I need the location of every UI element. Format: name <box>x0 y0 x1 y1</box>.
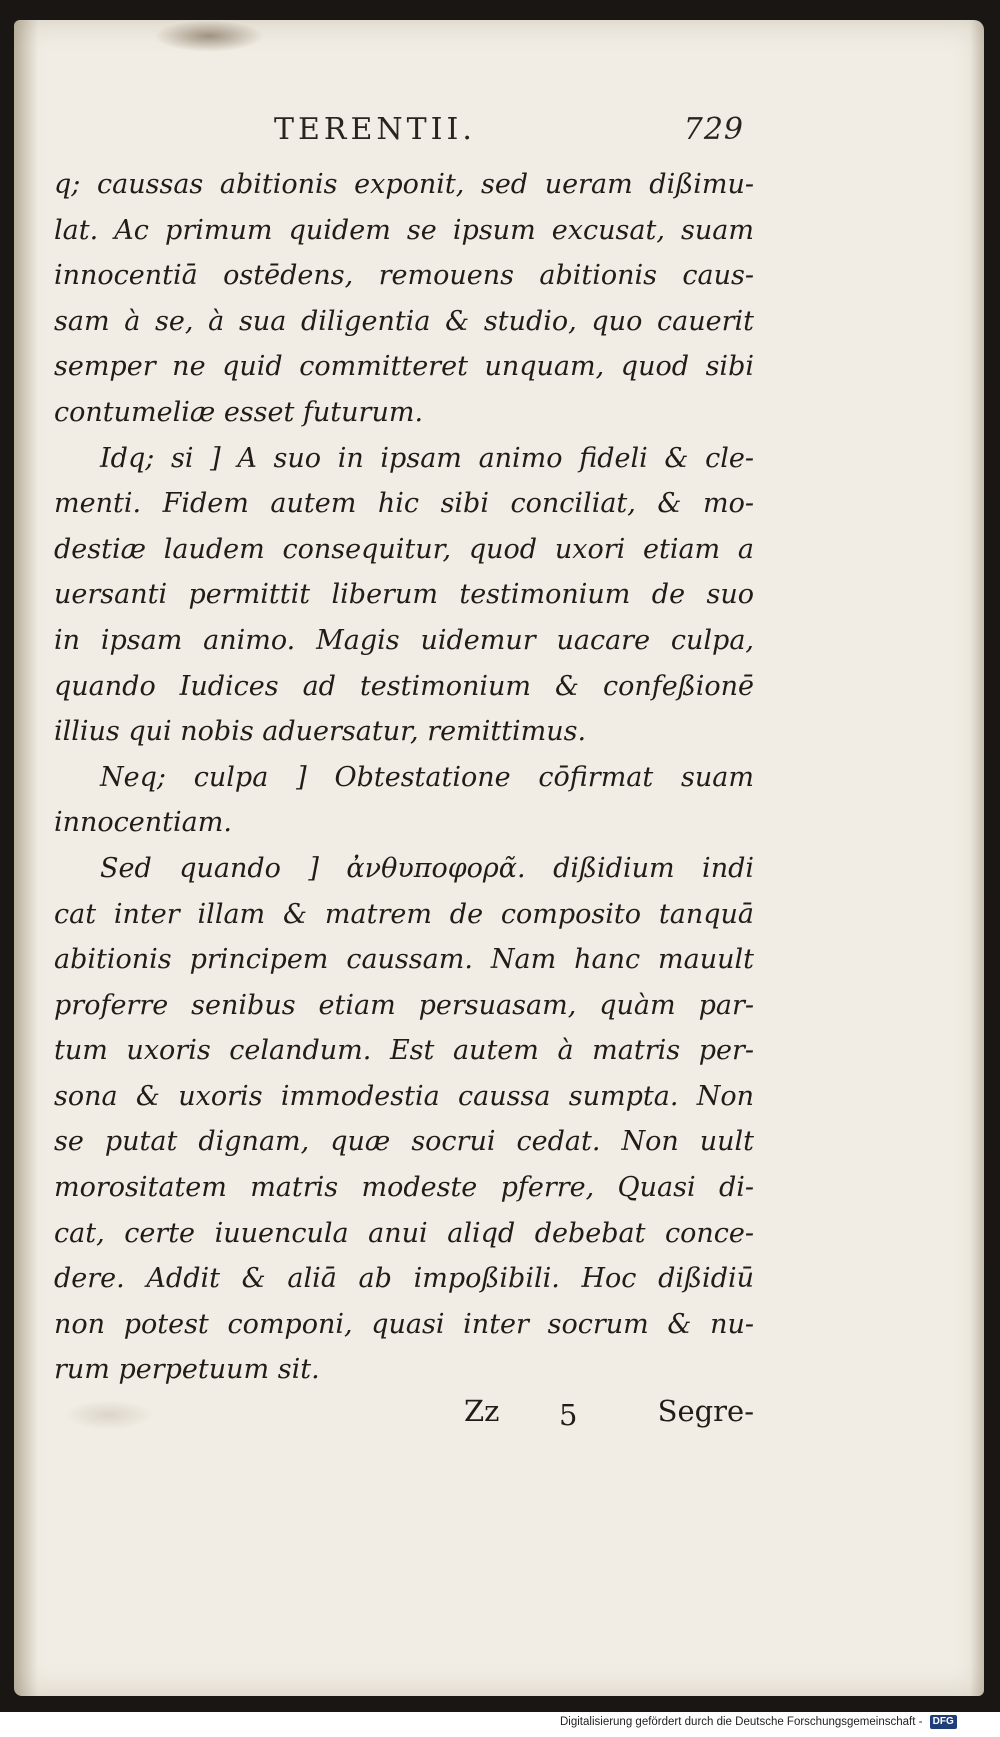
catchword: Segre- <box>657 1394 754 1428</box>
text-line: quando Iudices ad testimonium & confeßionē <box>54 670 754 702</box>
credit-text: Digitalisierung gefördert durch die Deutsche Forschungsgemeinschaft - <box>560 1716 923 1729</box>
dfg-logo: DFG <box>930 1715 957 1729</box>
lemma-line: Sed quando ] ἀνθυποφορᾶ. dißidium indi <box>100 852 754 884</box>
text-line: abitionis principem caussam. Nam hanc mauult <box>54 944 754 976</box>
lemma-line: Neq; culpa ] Obtestatione cōfirmat suam <box>100 761 754 793</box>
text-line: uersanti permittit liberum testimonium de suo <box>54 579 754 611</box>
faint-bleed-through <box>64 1400 154 1430</box>
text-line: contumeliæ esset futurum. <box>54 396 424 428</box>
text-line: destiæ laudem consequitur, quod uxori etiam a <box>54 533 754 565</box>
text-line: tum uxoris celandum. Est autem à matris per- <box>54 1035 754 1067</box>
book-page <box>14 20 984 1696</box>
text-line: semper ne quid committeret unquam, quod sibi <box>54 351 754 383</box>
text-line: in ipsam animo. Magis uidemur uacare culpa, <box>54 624 754 656</box>
signature-number: 5 <box>559 1398 578 1432</box>
text-line: morositatem matris modeste pferre, Quasi di- <box>54 1172 754 1204</box>
signature-line <box>464 1394 754 1440</box>
text-line: non potest componi, quasi inter socrum & nu- <box>54 1308 754 1340</box>
text-line: innocentiā ostēdens, remouens abitionis caus- <box>54 260 754 292</box>
text-line: cat inter illam & matrem de composito tanquā <box>54 898 754 930</box>
text-line: se putat dignam, quæ socrui cedat. Non uult <box>54 1126 754 1158</box>
text-line: dere. Addit & aliā ab impoßibili. Hoc dißidiū <box>54 1263 754 1295</box>
text-line: lat. Ac primum quidem se ipsum excusat, suam <box>54 214 754 246</box>
text-line: q; caussas abitionis exponit, sed ueram dißimu- <box>54 169 754 200</box>
signature-mark: Zz <box>464 1394 500 1428</box>
paper-stain <box>154 20 264 52</box>
digitization-credit <box>560 1715 996 1733</box>
text-line: sona & uxoris immodestia caussa sumpta. Non <box>54 1080 754 1112</box>
lemma-line: Idq; si ] A suo in ipsam animo fideli & cle- <box>100 442 754 474</box>
text-line: innocentiam. <box>54 807 232 839</box>
text-line: proferre senibus etiam persuasam, quàm par- <box>54 989 754 1021</box>
text-line: rum perpetuum sit. <box>54 1354 320 1386</box>
text-line: sam à se, à sua diligentia & studio, quo cauerit <box>54 305 754 337</box>
running-title: TERENTII. <box>274 112 476 147</box>
commentary-text <box>54 162 754 1393</box>
text-line: cat, certe iuuencula anui aliqd debebat conce- <box>54 1217 754 1249</box>
text-line: illius qui nobis aduersatur, remittimus. <box>54 716 587 748</box>
page-number: 729 <box>683 112 744 147</box>
text-line: menti. Fidem autem hic sibi conciliat, & mo- <box>54 488 754 520</box>
running-head <box>274 112 744 158</box>
